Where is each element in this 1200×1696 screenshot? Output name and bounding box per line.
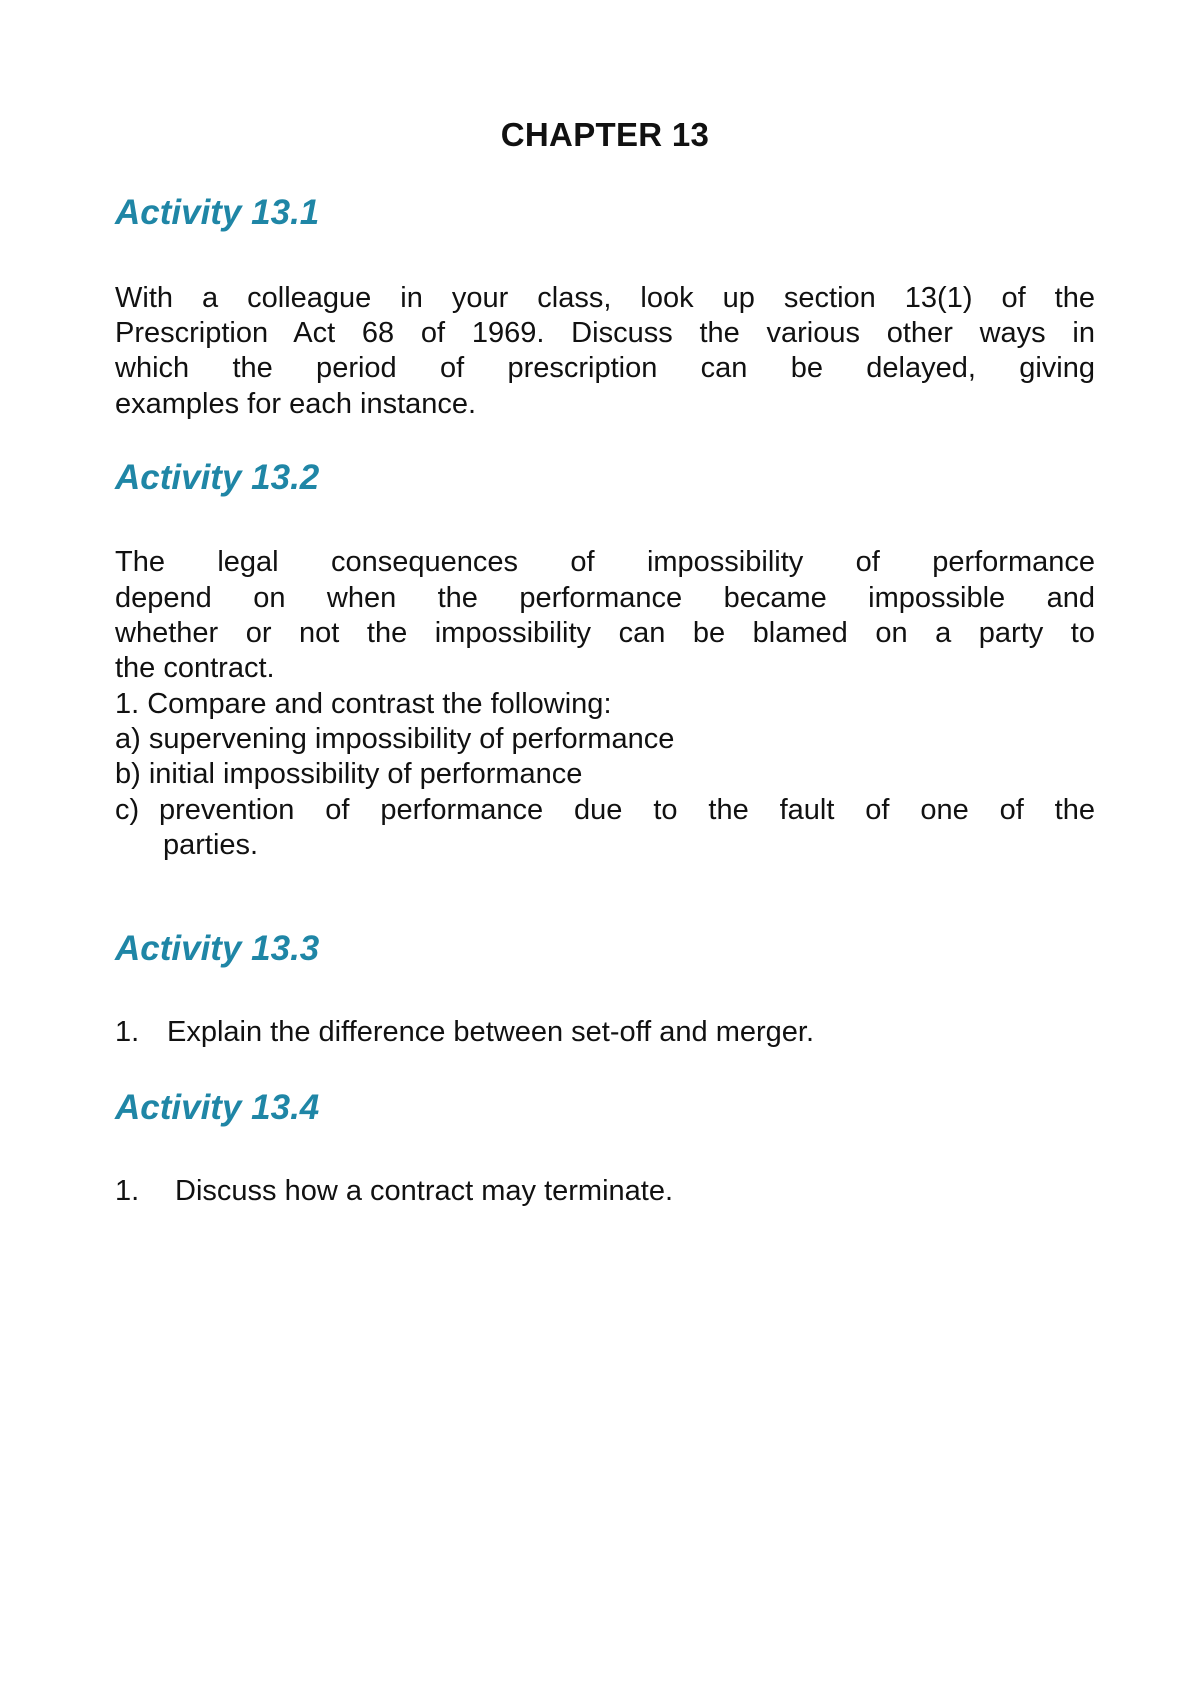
list-item-a <box>115 720 674 759</box>
list-marker-b: b) <box>115 758 141 790</box>
activity-13-2-line-2: depend on when the performance became impossible and <box>115 582 1095 614</box>
list-item-b <box>115 755 582 794</box>
activity-13-2-line-1: The legal consequences of impossibility of performance <box>115 546 1095 578</box>
activity-13-2-question: 1. Compare and contrast the following: <box>115 688 612 720</box>
activity-13-2-line-3: whether or not the impossibility can be blamed on a party to <box>115 617 1095 649</box>
list-marker-a: a) <box>115 723 141 755</box>
activity-heading-13-2: Activity 13.2 <box>115 458 320 497</box>
list-text-b: initial impossibility of performance <box>148 758 583 790</box>
activity-13-1-line-4: examples for each instance. <box>115 388 477 420</box>
item-number: 1. <box>115 1016 140 1048</box>
list-text-a: supervening impossibility of performance <box>148 723 675 755</box>
activity-13-1-line-3: which the period of prescription can be delayed, giving <box>115 352 1095 384</box>
list-item-c <box>115 791 1095 830</box>
list-marker-c: c) <box>115 794 140 826</box>
activity-13-1-line-2: Prescription Act 68 of 1969. Discuss the various other ways in <box>115 317 1095 349</box>
item-text: Discuss how a contract may terminate. <box>175 1175 674 1207</box>
item-text: Explain the difference between set-off and merger. <box>167 1016 815 1048</box>
activity-heading-13-1: Activity 13.1 <box>115 193 320 232</box>
chapter-title: CHAPTER 13 <box>500 116 710 153</box>
item-number: 1. <box>115 1175 140 1207</box>
list-text-c-continuation: parties. <box>163 829 259 861</box>
activity-13-2-line-4: the contract. <box>115 652 275 684</box>
activity-heading-13-3: Activity 13.3 <box>115 929 320 968</box>
activity-13-3-item-1 <box>115 1013 814 1052</box>
activity-heading-13-4: Activity 13.4 <box>115 1088 320 1127</box>
activity-13-4-item-1 <box>115 1172 673 1211</box>
list-text-c: prevention of performance due to the fault of one of the <box>159 794 1095 826</box>
activity-13-1-line-1: With a colleague in your class, look up section 13(1) of the <box>115 282 1095 314</box>
